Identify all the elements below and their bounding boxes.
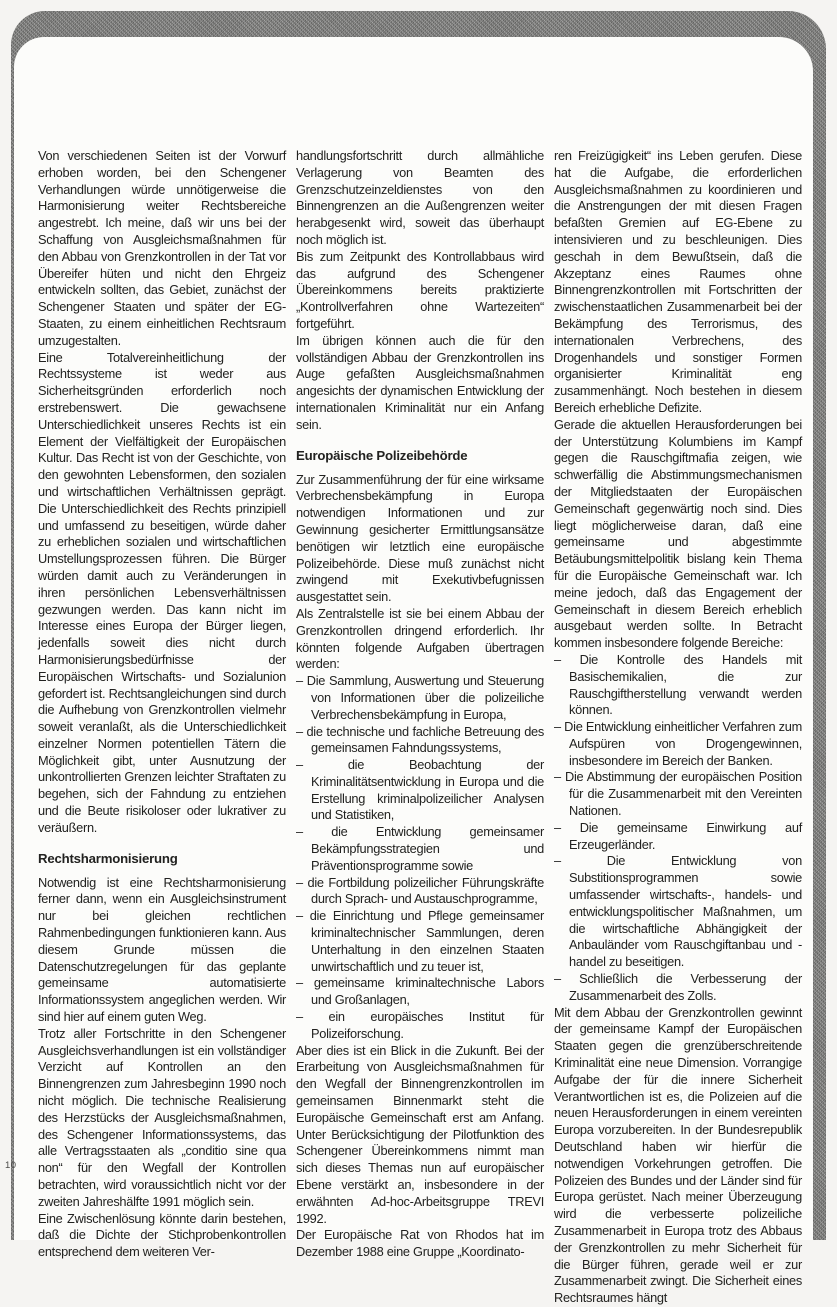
page-number: 10 [5, 1160, 17, 1171]
text-column-1 [38, 148, 286, 1261]
bullet-item: – die technische und fachliche Betreuung des gemeinsamen Fahndungssystems, [296, 724, 544, 758]
bullet-item: – die Beobachtung der Kriminalitätsentwicklung in Europa und die Erstellung kriminalpolizeilicher Analysen und Statistiken, [296, 757, 544, 824]
bullet-item: – ein europäisches Institut für Polizeiforschung. [296, 1009, 544, 1043]
paragraph: Der Europäische Rat von Rhodos hat im Dezember 1988 eine Gruppe „Koordinato- [296, 1227, 544, 1261]
dash-bullet-icon: – [296, 757, 348, 772]
bullet-item: – die Entwicklung gemeinsamer Bekämpfungsstrategien und Präventionsprogramme sowie [296, 824, 544, 874]
paragraph: handlungsfortschritt durch allmähliche Verlagerung von Beamten des Grenzschutzeinzeldienstes von den Binnengrenzen an die Außengrenzen weiter herabgesenkt wird, soweit das überhaupt noch möglich ist. [296, 148, 544, 249]
paragraph: Trotz aller Fortschritte in den Schengener Ausgleichsverhandlungen ist ein vollständiger Verzicht auf Kontrollen an den Binnengrenzen zum Jahresbeginn 1990 noch nicht möglich. Die technische Realisierung des Herzstücks der Ausgleichsmaßnahmen, des Schengener Informationssystems, das alle Vertragsstaaten als „conditio sine qua non“ für den Wegfall der Kontrollen betrachten, wird voraussichtlich nicht vor der zweiten Jahreshälfte 1991 möglich sein. [38, 1026, 286, 1211]
bullet-item: – Die Kontrolle des Handels mit Basischemikalien, die zur Rauschgiftherstellung verwandt werden können. [554, 652, 802, 719]
paragraph: Eine Totalvereinheitlichung der Rechtssysteme ist weder aus Sicherheitsgründen erforderlich noch erstrebenswert. Die gewachsene Unterschiedlichkeit unseres Rechts ist ein Element der Vielfältigkeit der Europäischen Kultur. Das Recht ist von der Geschichte, von den gewohnten Lebensformen, den sozialen und wirtschaftlichen Verhältnissen geprägt. Die Unterschiedlichkeit des Rechts prinzipiell und umfassend zu beseitigen, würde daher zu erheblichen sozialen und wirtschaftlichen Umstellungsprozessen führen. Die Bürger würden damit auch zu Veränderungen in ihren persönlichen Lebensverhältnissen gezwungen werden. Das kann nicht im Interesse eines Europa der Bürger liegen, jedenfalls soweit dies nicht durch Harmonisierungsbedürfnisse der Europäischen Wirtschafts- und Sozialunion gefordert ist. Rechtsangleichungen sind durch die Aufhebung von Grenzkontrollen vielmehr soweit veranlaßt, als die Unterschiedlichkeit einzelner Normen potentiellen Tätern die Möglichkeit gibt, unter Ausnutzung der unkontrollierten Grenzen leichter Straftaten zu begehen, sich der Fahndung zu entziehen und die Beute risikoloser oder lukrativer zu veräußern. [38, 350, 286, 837]
bullet-item: – Die Entwicklung einheitlicher Verfahren zum Aufspüren von Drogengewinnen, insbesondere im Bereich der Banken. [554, 719, 802, 769]
bullet-item: – Schließlich die Verbesserung der Zusammenarbeit des Zolls. [554, 971, 802, 1005]
dash-bullet-icon: – [554, 652, 580, 667]
paragraph: Als Zentralstelle ist sie bei einem Abbau der Grenzkontrollen dringend erforderlich. Ihr könnten folgende Aufgaben übertragen werden: [296, 606, 544, 673]
section-heading: Rechtsharmonisierung [38, 850, 286, 867]
dash-bullet-icon: – [554, 971, 579, 986]
dash-bullet-icon: – [296, 908, 310, 923]
dash-bullet-icon: – [554, 769, 565, 784]
section-heading: Europäische Polizeibehörde [296, 447, 544, 464]
paragraph: Aber dies ist ein Blick in die Zukunft. Bei der Erarbeitung von Ausgleichsmaßnahmen für den Wegfall der Binnengrenzkontrollen im gemeinsamen Binnenmarkt steht die Europäische Gemeinschaft erst am Anfang. Unter Berücksichtigung der Pilotfunktion des Schengener Übereinkommens nimmt man sich dieses Themas nun auf europäischer Ebene verstärkt an, insbesondere in der erwähnten Ad-hoc-Arbeitsgruppe TREVI 1992. [296, 1043, 544, 1228]
dash-bullet-icon: – [554, 719, 564, 734]
bullet-item: – Die Sammlung, Auswertung und Steuerung von Informationen über die polizeiliche Verbrechensbekämpfung in Europa, [296, 673, 544, 723]
paragraph: ren Freizügigkeit“ ins Leben gerufen. Diese hat die Aufgabe, die erforderlichen Ausgleichsmaßnahmen zu koordinieren und die Anstrengungen der mit diesen Fragen befaßten Gremien auf EG-Ebene zu intensivieren und zu beschleunigen. Dies geschah in dem Bewußtsein, daß die Akzeptanz eines Raumes ohne Binnengrenzkontrollen mit Fortschritten der zwischenstaatlichen Zusammenarbeit bei der Bekämpfung des Terrorismus, des internationalen Verbrechens, des Drogenhandels und sonstiger Formen organisierter Kriminalität eng zusammenhängt. Noch bestehen in diesem Bereich erhebliche Defizite. [554, 148, 802, 417]
dash-bullet-icon: – [296, 724, 306, 739]
paragraph: Gerade die aktuellen Herausforderungen bei der Unterstützung Kolumbiens im Kampf gegen die Rauschgiftmafia zeigen, wie schwerfällig die Abstimmungsmechanismen der Mitgliedstaaten der Europäischen Gemeinschaft gegenwärtig noch sind. Dies liegt möglicherweise daran, daß eine gemeinsame und abgestimmte Betäubungsmittelpolitik bislang kein Thema für die Europäische Gemeinschaft war. Ich meine jedoch, daß das Engagement der Gemeinschaft in diesem Bereich erheblich ausgebaut werden sollte. In Betracht kommen insbesondere folgende Bereiche: [554, 417, 802, 652]
bullet-item: – die Fortbildung polizeilicher Führungskräfte durch Sprach- und Austauschprogramme, [296, 875, 544, 909]
bullet-item: – gemeinsame kriminaltechnische Labors und Großanlagen, [296, 975, 544, 1009]
dash-bullet-icon: – [296, 1009, 329, 1024]
paragraph: Von verschiedenen Seiten ist der Vorwurf erhoben worden, bei den Schengener Verhandlungen würde unnötigerweise die Harmonisierung weiter Rechtsbereiche angestrebt. Ich meine, daß wir uns bei der Schaffung von Ausgleichsmaßnahmen für den Abbau von Grenzkontrollen in der Tat vor Übereifer hüten und nicht den Ehrgeiz entwickeln sollten, das Gebiet, zunächst der Schengener Staaten und später der EG-Staaten, zu einem einheitlichen Rechtsraum umzugestalten. [38, 148, 286, 350]
paragraph: Eine Zwischenlösung könnte darin bestehen, daß die Dichte der Stichprobenkontrollen entsprechend dem weiteren Ver- [38, 1211, 286, 1261]
dash-bullet-icon: – [296, 875, 308, 890]
paragraph: Bis zum Zeitpunkt des Kontrollabbaus wird das aufgrund des Schengener Übereinkommens bereits praktizierte „Kontrollverfahren ohne Wartezeiten“ fortgeführt. [296, 249, 544, 333]
paragraph: Im übrigen können auch die für den vollständigen Abbau der Grenzkontrollen ins Auge gefaßten Ausgleichsmaßnahmen angesichts der dynamischen Entwicklung der internationalen Kriminalität nur ein Anfang sein. [296, 333, 544, 434]
paragraph: Mit dem Abbau der Grenzkontrollen gewinnt der gemeinsame Kampf der Europäischen Staaten gegen die grenzüberschreitende Kriminalität eine neue Dimension. Vorrangige Aufgabe der für die innere Sicherheit Verantwortlichen ist es, die Polizeien auf die neuen Herausforderungen in einem vereinten Europa vorzubereiten. In der Bundesrepublik Deutschland haben wir hierfür die notwendigen Vorkehrungen getroffen. Die Polizeien des Bundes und der Länder sind für Europa gerüstet. Nach meiner Überzeugung wird die verbesserte polizeiliche Zusammenarbeit in Europa trotz des Abbaus der Grenzkontrollen zu mehr Sicherheit für die Bürger führen, gerade weil er zur Zusammenarbeit zwingt. Die Sicherheit eines Rechtsraumes hängt [554, 1005, 802, 1307]
text-column-2 [296, 148, 544, 1261]
bullet-item: – Die Entwicklung von Substitionsprogrammen sowie umfassender wirtschafts-, handels- und entwicklungspolitischer Maßnahmen, um die wirtschaftliche Abhängigkeit der Anbauländer vom Rauschgiftanbau und -handel zu beseitigen. [554, 853, 802, 971]
dash-bullet-icon: – [296, 975, 314, 990]
dash-bullet-icon: – [296, 673, 307, 688]
bullet-item: – die Einrichtung und Pflege gemeinsamer kriminaltechnischer Sammlungen, deren Unterhaltung in den einzelnen Staaten unwirtschaftlich und zu teuer ist, [296, 908, 544, 975]
dash-bullet-icon: – [554, 853, 607, 868]
bullet-item: – Die gemeinsame Einwirkung auf Erzeugerländer. [554, 820, 802, 854]
paragraph: Notwendig ist eine Rechtsharmonisierung ferner dann, wenn ein Ausgleichsinstrument nur bei gleichen rechtlichen Rahmenbedingungen funktionieren kann. Aus diesem Grunde müssen die Datenschutzregelungen für das geplante gemeinsame automatisierte Informationssystem angeglichen werden. Wir sind hier auf einem guten Weg. [38, 875, 286, 1026]
text-column-3 [554, 148, 802, 1307]
dash-bullet-icon: – [554, 820, 580, 835]
bullet-item: – Die Abstimmung der europäischen Position für die Zusammenarbeit mit den Vereinten Nationen. [554, 769, 802, 819]
dash-bullet-icon: – [296, 824, 331, 839]
paragraph: Zur Zusammenführung der für eine wirksame Verbrechensbekämpfung in Europa notwendigen Informationen und zur Gewinnung gesicherter Ermittlungsansätze benötigen wir letztlich eine europäische Polizeibehörde. Diese muß zunächst nicht zwingend mit Exekutivbefugnissen ausgestattet sein. [296, 472, 544, 606]
